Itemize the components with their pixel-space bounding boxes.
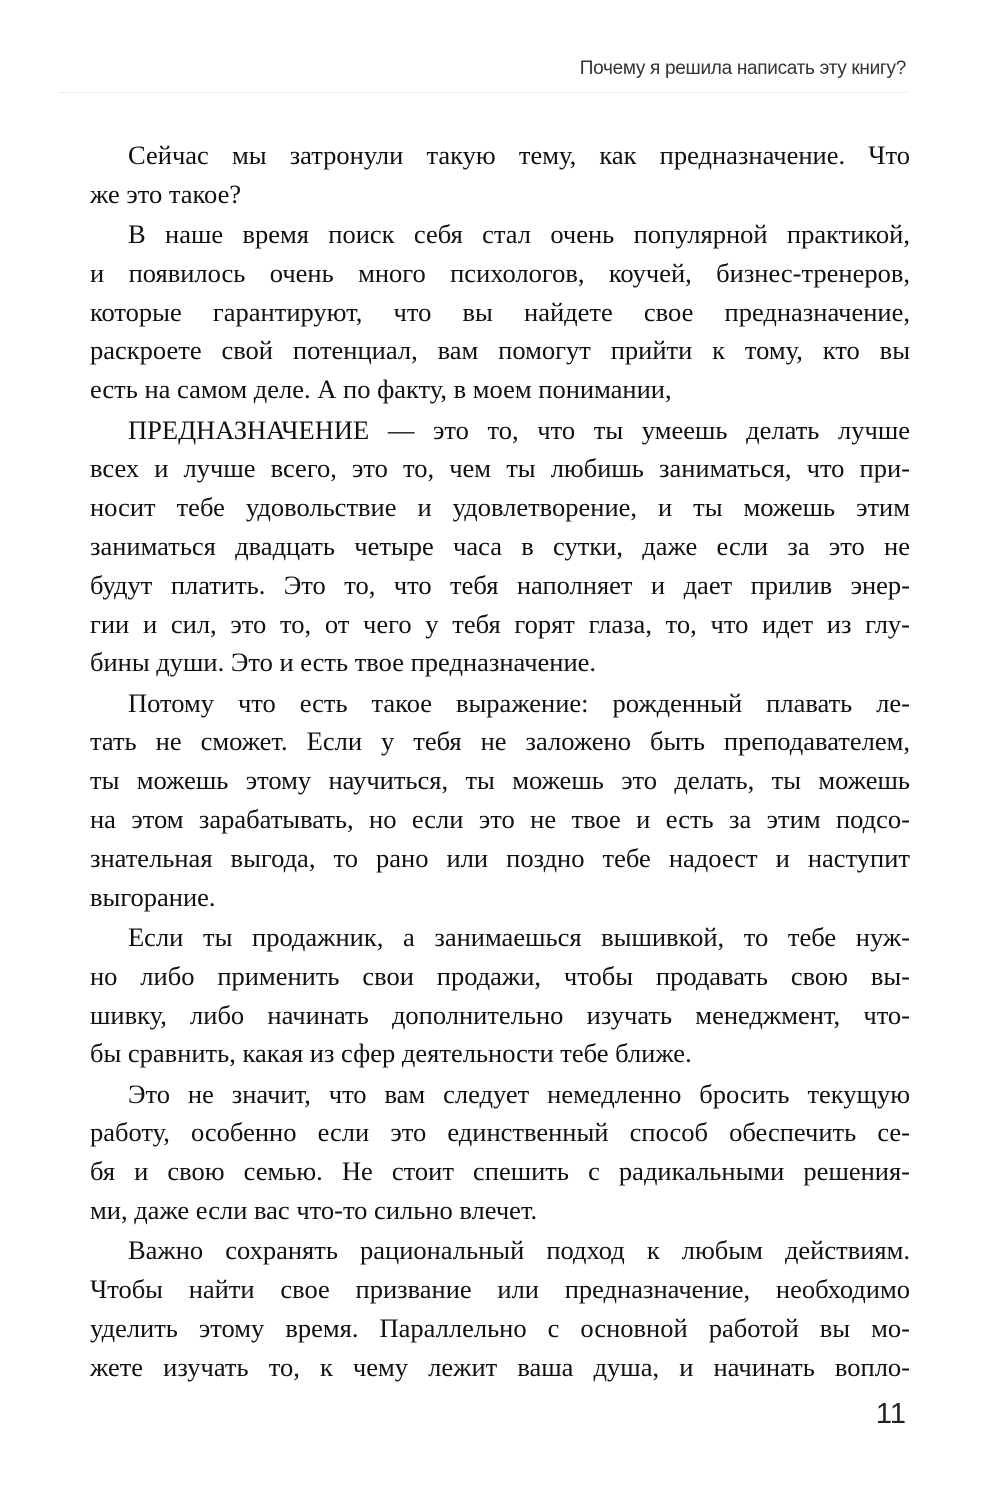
- paragraph: [90, 411, 910, 683]
- paragraph: [90, 1231, 910, 1386]
- running-header: Почему я решила написать эту книгу?: [579, 58, 906, 79]
- text-line: раскроете свой потенциал, вам помогут прийти к тому, кто вы: [90, 335, 910, 366]
- page-number: 11: [875, 1398, 906, 1430]
- text-line: бя и свою семью. Не стоит спешить с радикальными решения-: [90, 1156, 910, 1187]
- text-line: заниматься двадцать четыре часа в сутки, даже если за это не: [90, 530, 910, 561]
- paragraph: [90, 215, 910, 409]
- text-line: Чтобы найти свое призвание или предназначение, необходимо: [90, 1274, 910, 1305]
- text-line: всех и лучше всего, это то, чем ты любишь заниматься, что при-: [90, 453, 910, 484]
- text-line: В наше время поиск себя стал очень популярной практикой,: [128, 219, 910, 250]
- text-line: Если ты продажник, а занимаешься вышивкой, то тебе нуж-: [128, 921, 910, 952]
- header-divider: [60, 92, 908, 93]
- text-line: которые гарантируют, что вы найдете свое предназначение,: [90, 296, 910, 327]
- text-line: Сейчас мы затронули такую тему, как предназначение. Что: [128, 140, 910, 170]
- text-line: бины души. Это и есть твое предназначение.: [90, 647, 597, 678]
- paragraph: [90, 1075, 910, 1230]
- text-line: носит тебе удовольствие и удовлетворение, и ты можешь этим: [90, 492, 910, 523]
- text-line: тать не сможет. Если у тебя не заложено быть преподавателем,: [90, 726, 910, 757]
- paragraph: [90, 136, 910, 214]
- text-line: работу, особенно если это единственный способ обеспечить се-: [90, 1117, 910, 1148]
- text-line: будут платить. Это то, что тебя наполняет и дает прилив энер-: [90, 569, 910, 600]
- text-line: шивку, либо начинать дополнительно изучать менеджмент, что-: [90, 999, 910, 1030]
- text-line: знательная выгода, то рано или поздно тебе надоест и наступит: [90, 842, 910, 873]
- paragraph: [90, 684, 910, 917]
- text-line: гии и сил, это то, от чего у тебя горят глаза, то, что идет из глу-: [90, 608, 910, 639]
- text-line: выгорание.: [90, 881, 216, 912]
- text-line: и появилось очень много психологов, коучей, бизнес-тренеров,: [90, 257, 910, 288]
- text-line: но либо применить свои продажи, чтобы продавать свою вы-: [90, 960, 910, 991]
- text-line: Важно сохранять рациональный подход к любым действиям.: [128, 1235, 910, 1266]
- text-line: есть на самом деле. А по факту, в моем понимании,: [90, 374, 672, 405]
- text-line: ПРЕДНАЗНАЧЕНИЕ — это то, что ты умеешь делать лучше: [128, 414, 910, 445]
- page-body: [90, 136, 910, 1388]
- text-line: уделить этому время. Параллельно с основной работой вы мо-: [90, 1312, 910, 1343]
- text-line: на этом зарабатывать, но если это не твое и есть за этим подсо-: [90, 804, 910, 835]
- text-line: бы сравнить, какая из сфер деятельности тебе ближе.: [90, 1038, 692, 1069]
- text-line: Потому что есть такое выражение: рожденный плавать ле-: [128, 687, 910, 718]
- text-line: ми, даже если вас что-то сильно влечет.: [90, 1195, 538, 1226]
- text-line: жете изучать то, к чему лежит ваша душа, и начинать вопло-: [90, 1351, 910, 1382]
- text-line: же это такое?: [90, 178, 242, 209]
- paragraph: [90, 918, 910, 1073]
- text-line: ты можешь этому научиться, ты можешь это делать, ты можешь: [90, 765, 910, 796]
- text-line: Это не значит, что вам следует немедленно бросить текущую: [128, 1078, 910, 1109]
